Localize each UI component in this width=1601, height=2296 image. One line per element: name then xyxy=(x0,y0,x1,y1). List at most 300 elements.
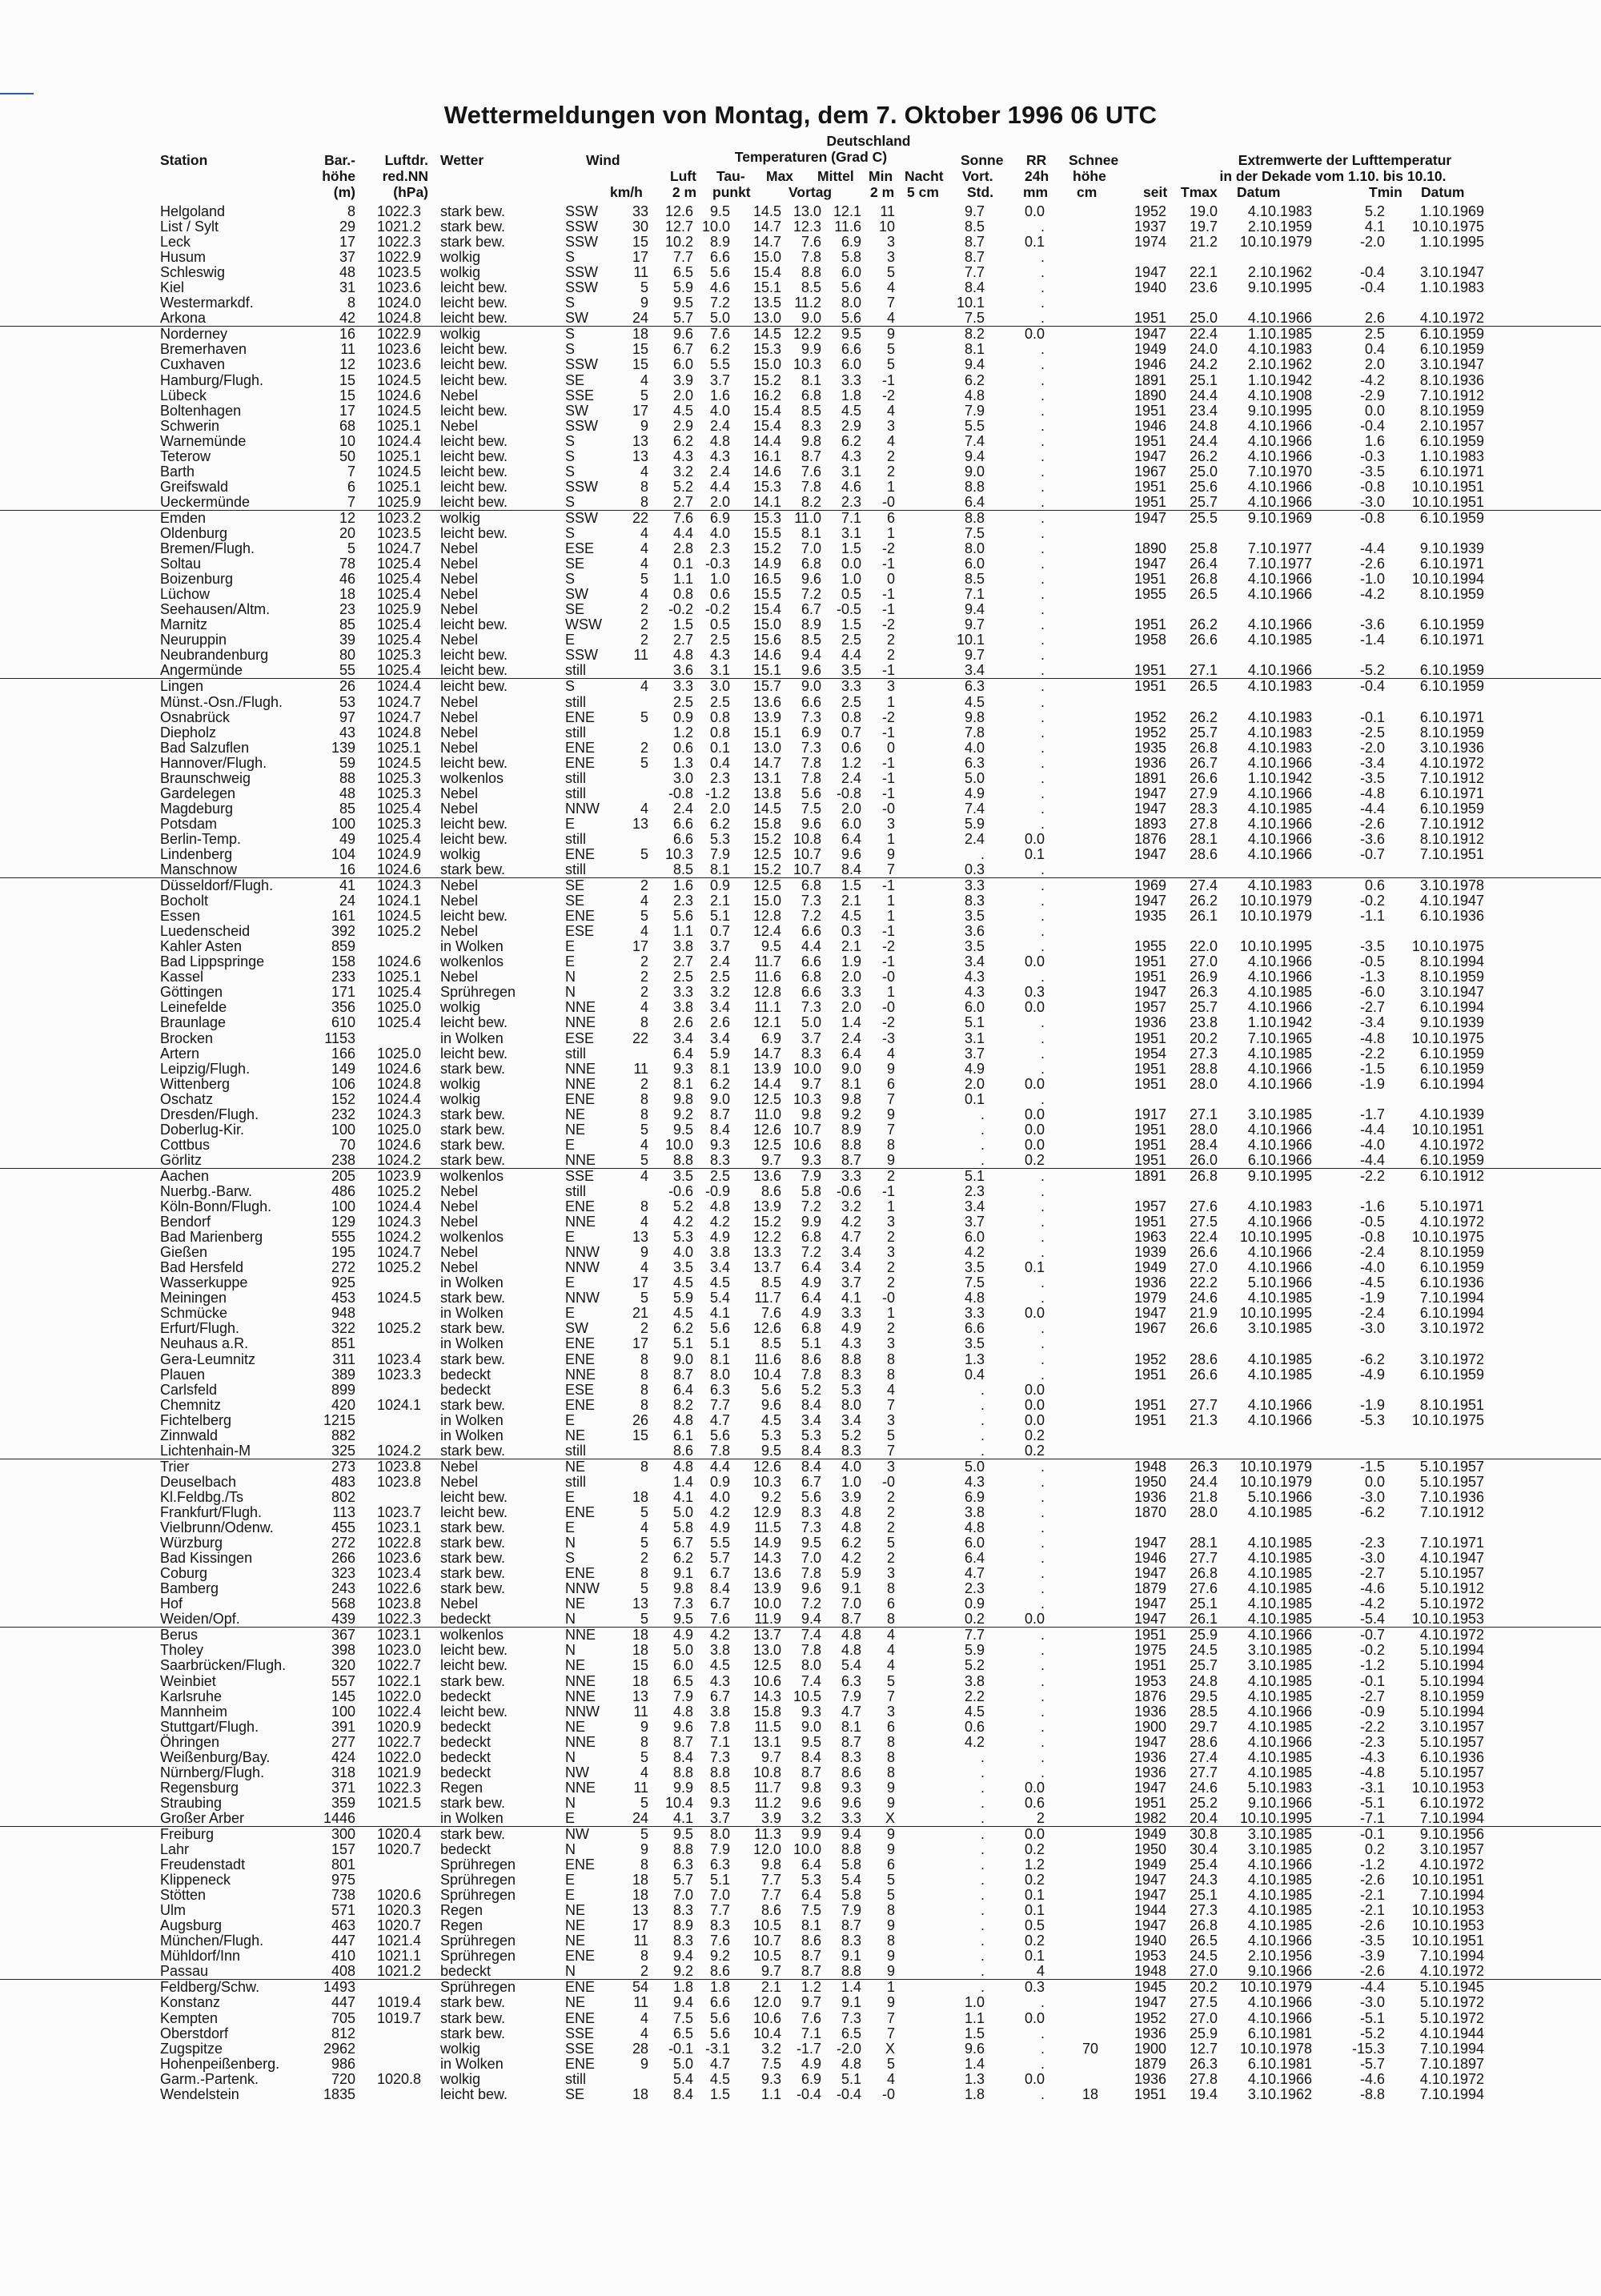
cell-temp-dew: 2.5 xyxy=(709,969,730,985)
cell-temp-dew: 3.7 xyxy=(709,938,730,955)
cell-bar-height: 1493 xyxy=(323,1979,355,1996)
header-bar-3: (m) xyxy=(333,184,355,200)
cell-wind-speed: 17 xyxy=(632,249,648,266)
cell-tmax: 28.0 xyxy=(1189,1075,1218,1092)
cell-tmin-date: 7.10.1936 xyxy=(1419,1488,1484,1505)
cell-tmax-date: 4.10.1966 xyxy=(1247,845,1312,862)
cell-temp-dew: 5.6 xyxy=(709,1320,730,1337)
cell-since: 1936 xyxy=(1134,1014,1166,1031)
table-row xyxy=(0,265,1601,280)
cell-weather: wolkig xyxy=(440,1090,481,1107)
cell-tmin: 4.1 xyxy=(1364,219,1385,235)
cell-tmax: 27.7 xyxy=(1189,1550,1218,1567)
cell-wind-dir: ENE xyxy=(565,708,596,725)
cell-temp-night: -0 xyxy=(881,1473,895,1490)
table-row xyxy=(0,1918,1601,1933)
cell-temp-night: 4 xyxy=(886,1642,895,1659)
table-row xyxy=(0,526,1601,541)
cell-temp-dew: 5.4 xyxy=(709,1290,730,1307)
cell-wind-speed: 18 xyxy=(632,1887,648,1904)
cell-temp-dew: 3.8 xyxy=(709,1703,730,1720)
cell-wind-dir: N xyxy=(565,1535,576,1551)
cell-temp-max: 15.6 xyxy=(752,632,781,648)
cell-sunshine: 2.3 xyxy=(964,1580,985,1597)
cell-tmax-date: 4.10.1985 xyxy=(1247,1672,1312,1689)
cell-rain: 0.2 xyxy=(1024,1841,1045,1858)
cell-sunshine: . xyxy=(980,1748,985,1765)
cell-temp-dew: 7.2 xyxy=(709,295,730,311)
cell-temp-min: 4.8 xyxy=(841,1627,861,1644)
cell-sunshine: 7.5 xyxy=(964,524,985,541)
cell-temp-mean: 12.2 xyxy=(792,326,821,343)
cell-weather: bedeckt xyxy=(440,1611,492,1628)
cell-temp-air: 8.7 xyxy=(672,1733,693,1750)
cell-wind-speed: 13 xyxy=(632,1688,648,1704)
cell-temp-night: 9 xyxy=(886,1841,895,1858)
cell-sunshine: 9.8 xyxy=(964,708,985,725)
cell-temp-mean: 7.8 xyxy=(800,754,821,771)
cell-wind-dir: NE xyxy=(565,1106,586,1122)
cell-weather: leicht bew. xyxy=(440,463,508,480)
cell-temp-air: 3.5 xyxy=(672,1167,693,1184)
cell-pressure: 1025.9 xyxy=(376,601,421,618)
cell-weather: wolkig xyxy=(440,264,481,281)
cell-wind-dir: NNE xyxy=(565,1075,596,1092)
table-row xyxy=(0,648,1601,663)
cell-tmax-date: 4.10.1983 xyxy=(1247,678,1312,695)
cell-tmin-date: 7.10.1912 xyxy=(1419,387,1484,403)
cell-wind-speed: 2 xyxy=(640,877,648,894)
cell-temp-dew: 5.9 xyxy=(709,1045,730,1062)
cell-temp-max: 14.5 xyxy=(752,326,781,343)
cell-tmax: 27.7 xyxy=(1189,1764,1218,1780)
cell-temp-night: 6 xyxy=(886,1075,895,1092)
cell-since: 1955 xyxy=(1134,586,1166,603)
cell-station: Ueckermünde xyxy=(160,493,251,510)
cell-since: 1890 xyxy=(1134,387,1166,403)
cell-tmin-date: 4.10.1972 xyxy=(1419,310,1484,327)
cell-station: Bendorf xyxy=(160,1214,211,1230)
cell-wind-speed: 26 xyxy=(632,1411,648,1428)
cell-temp-mean: 13.0 xyxy=(792,203,821,219)
table-row xyxy=(0,311,1601,326)
cell-weather: bedeckt xyxy=(440,1381,492,1398)
cell-wind-dir: still xyxy=(565,1045,586,1062)
cell-tmax: 20.2 xyxy=(1189,1979,1218,1996)
table-row xyxy=(0,1689,1601,1704)
cell-station: Hamburg/Flugh. xyxy=(160,371,264,388)
cell-station: Gardelegen xyxy=(160,785,236,801)
cell-rain: . xyxy=(1040,708,1045,725)
cell-tmin: -0.7 xyxy=(1359,1627,1385,1644)
cell-rain: . xyxy=(1040,1198,1045,1215)
cell-rain: 0.6 xyxy=(1024,1794,1045,1811)
cell-weather: stark bew. xyxy=(440,1672,506,1689)
cell-weather: bedeckt xyxy=(440,1718,492,1735)
cell-temp-min: 3.3 xyxy=(841,678,861,695)
cell-tmax: 27.9 xyxy=(1189,785,1218,801)
cell-tmin: -1.7 xyxy=(1359,1106,1385,1122)
cell-temp-air: 4.3 xyxy=(672,448,693,464)
cell-wind-speed: 9 xyxy=(640,417,648,434)
cell-since: 1936 xyxy=(1134,1748,1166,1765)
cell-temp-air: 5.0 xyxy=(672,2055,693,2072)
cell-sunshine: . xyxy=(980,1902,985,1919)
cell-temp-air: 12.6 xyxy=(664,203,693,219)
cell-since: 1946 xyxy=(1134,417,1166,434)
cell-temp-max: 13.0 xyxy=(752,1642,781,1659)
cell-tmax: 22.1 xyxy=(1189,264,1218,281)
cell-wind-dir: S xyxy=(565,341,576,358)
cell-temp-dew: 2.3 xyxy=(709,769,730,786)
cell-temp-air: 6.4 xyxy=(672,1045,693,1062)
cell-temp-night: 3 xyxy=(886,1244,895,1261)
cell-tmax-date: 4.10.1983 xyxy=(1247,341,1312,358)
cell-rain: . xyxy=(1040,1672,1045,1689)
cell-tmax: 27.5 xyxy=(1189,1994,1218,2011)
cell-weather: wolkenlos xyxy=(440,953,504,970)
cell-tmax-date: 9.10.1995 xyxy=(1247,402,1312,419)
cell-pressure: 1025.4 xyxy=(376,571,421,588)
cell-rain: . xyxy=(1040,1657,1045,1674)
cell-weather: wolkenlos xyxy=(440,769,504,786)
cell-temp-dew: 5.6 xyxy=(709,1427,730,1443)
cell-temp-air: 7.6 xyxy=(672,509,693,526)
cell-temp-mean: 8.0 xyxy=(800,1657,821,1674)
cell-temp-air: 2.4 xyxy=(672,800,693,817)
cell-temp-min: 1.4 xyxy=(841,1014,861,1031)
cell-wind-dir: E xyxy=(565,632,576,648)
cell-wind-dir: S xyxy=(565,571,576,588)
cell-temp-mean: 7.2 xyxy=(800,1198,821,1215)
cell-temp-dew: 8.7 xyxy=(709,1106,730,1122)
header-luft-2: red.NN xyxy=(382,168,428,184)
cell-temp-mean: 7.5 xyxy=(800,1902,821,1919)
cell-since: 1969 xyxy=(1134,877,1166,894)
cell-temp-night: 4 xyxy=(886,279,895,296)
cell-wind-dir: ENE xyxy=(565,2009,596,2026)
cell-wind-dir: E xyxy=(565,1809,576,1826)
cell-weather: Nebel xyxy=(440,417,479,434)
cell-weather: leicht bew. xyxy=(440,1045,508,1062)
cell-station: Freiburg xyxy=(160,1825,215,1842)
cell-tmin-date: 4.10.1972 xyxy=(1419,1214,1484,1230)
cell-tmax-date: 4.10.1985 xyxy=(1247,1887,1312,1904)
cell-tmin-date: 6.10.1959 xyxy=(1419,432,1484,449)
cell-weather: stark bew. xyxy=(440,861,506,878)
cell-temp-air: 4.8 xyxy=(672,647,693,664)
cell-tmax: 25.9 xyxy=(1189,1627,1218,1644)
cell-tmin-date: 4.10.1972 xyxy=(1419,1856,1484,1873)
cell-temp-max: 13.9 xyxy=(752,1580,781,1597)
cell-tmax: 28.1 xyxy=(1189,830,1218,847)
cell-wind-dir: NE xyxy=(565,1994,586,2011)
cell-station: Plauen xyxy=(160,1366,206,1383)
cell-wind-speed: 18 xyxy=(632,1672,648,1689)
cell-temp-min: -0.4 xyxy=(836,2085,861,2102)
cell-tmax: 26.5 xyxy=(1189,586,1218,603)
cell-temp-mean: 7.6 xyxy=(800,2009,821,2026)
cell-tmax: 24.4 xyxy=(1189,387,1218,403)
cell-temp-min: 9.2 xyxy=(841,1106,861,1122)
cell-bar-height: 447 xyxy=(331,1994,355,2011)
cell-sunshine: 6.3 xyxy=(964,754,985,771)
cell-temp-min: 6.6 xyxy=(841,341,861,358)
cell-temp-dew: 3.4 xyxy=(709,1030,730,1046)
table-row xyxy=(0,632,1601,648)
cell-station: Manschnow xyxy=(160,861,238,878)
cell-temp-mean: 8.8 xyxy=(800,264,821,281)
cell-bar-height: 1835 xyxy=(323,2085,355,2102)
cell-sunshine: 3.3 xyxy=(964,1305,985,1322)
cell-sunshine: . xyxy=(980,1106,985,1122)
cell-tmax-date: 4.10.1985 xyxy=(1247,1611,1312,1628)
cell-station: Garm.-Partenk. xyxy=(160,2070,259,2087)
cell-temp-dew: 4.0 xyxy=(709,524,730,541)
cell-temp-air: -0.6 xyxy=(668,1183,693,1199)
cell-temp-mean: 9.3 xyxy=(800,1703,821,1720)
cell-since: 1979 xyxy=(1134,1290,1166,1307)
cell-weather: Nebel xyxy=(440,893,479,909)
table-row xyxy=(0,1031,1601,1046)
cell-weather: leicht bew. xyxy=(440,524,508,541)
cell-wind-speed: 2 xyxy=(640,601,648,618)
cell-temp-min: 8.8 xyxy=(841,1136,861,1153)
cell-pressure: 1025.1 xyxy=(376,417,421,434)
table-row xyxy=(0,1260,1601,1275)
cell-bar-height: 571 xyxy=(331,1902,355,1919)
cell-temp-min: 6.3 xyxy=(841,1672,861,1689)
cell-wind-speed: 8 xyxy=(640,1351,648,1367)
cell-tmin: -4.2 xyxy=(1359,1596,1385,1612)
cell-sunshine: . xyxy=(980,1794,985,1811)
cell-pressure: 1023.6 xyxy=(376,356,421,373)
cell-pressure: 1024.8 xyxy=(376,310,421,327)
cell-since: 1948 xyxy=(1134,1458,1166,1475)
cell-temp-air: 9.8 xyxy=(672,1090,693,1107)
cell-temp-max: 13.1 xyxy=(752,769,781,786)
cell-since: 1974 xyxy=(1134,234,1166,251)
cell-tmax-date: 4.10.1985 xyxy=(1247,1550,1312,1567)
cell-tmax: 26.1 xyxy=(1189,1611,1218,1628)
cell-temp-night: 6 xyxy=(886,1856,895,1873)
cell-weather: stark bew. xyxy=(440,1320,506,1337)
cell-tmax: 21.2 xyxy=(1189,234,1218,251)
cell-temp-air: 9.5 xyxy=(672,1121,693,1138)
cell-temp-mean: 7.8 xyxy=(800,249,821,266)
cell-pressure: 1021.5 xyxy=(376,1794,421,1811)
cell-temp-mean: 8.9 xyxy=(800,616,821,633)
cell-tmin-date: 6.10.1912 xyxy=(1419,1167,1484,1184)
cell-temp-night: 7 xyxy=(886,1442,895,1459)
cell-bar-height: 24 xyxy=(339,893,355,909)
cell-temp-min: 9.4 xyxy=(841,1825,861,1842)
cell-temp-air: 7.0 xyxy=(672,1887,693,1904)
cell-wind-dir: NE xyxy=(565,1458,586,1475)
cell-rain: 0.2 xyxy=(1024,1442,1045,1459)
table-row xyxy=(0,1245,1601,1260)
cell-temp-night: -2 xyxy=(881,540,895,557)
cell-temp-mean: 7.6 xyxy=(800,234,821,251)
table-row xyxy=(0,1398,1601,1413)
cell-temp-min: 4.5 xyxy=(841,908,861,925)
cell-station: Kahler Asten xyxy=(160,938,243,955)
cell-rain: . xyxy=(1040,2055,1045,2072)
cell-rain: . xyxy=(1040,556,1045,572)
cell-rain: 0.0 xyxy=(1024,1411,1045,1428)
cell-tmax: 26.8 xyxy=(1189,1917,1218,1934)
cell-weather: leicht bew. xyxy=(440,1657,508,1674)
cell-temp-mean: 4.9 xyxy=(800,2055,821,2072)
cell-temp-dew: 5.3 xyxy=(709,830,730,847)
cell-temp-night: -0 xyxy=(881,800,895,817)
cell-bar-height: 12 xyxy=(339,356,355,373)
cell-pressure: 1024.5 xyxy=(376,754,421,771)
cell-weather: stark bew. xyxy=(440,2009,506,2026)
cell-temp-mean: 6.6 xyxy=(800,693,821,710)
cell-since: 1949 xyxy=(1134,1825,1166,1842)
cell-bar-height: 232 xyxy=(331,1106,355,1122)
cell-bar-height: 55 xyxy=(339,662,355,679)
cell-temp-air: 3.4 xyxy=(672,1030,693,1046)
cell-temp-min: 9.0 xyxy=(841,1060,861,1077)
cell-sunshine: 6.9 xyxy=(964,1488,985,1505)
cell-temp-night: 3 xyxy=(886,1565,895,1582)
cell-tmin: -2.2 xyxy=(1359,1718,1385,1735)
cell-sunshine: . xyxy=(980,1396,985,1413)
cell-pressure: 1024.4 xyxy=(376,432,421,449)
cell-temp-dew: 2.4 xyxy=(709,463,730,480)
cell-wind-dir: still xyxy=(565,1473,586,1490)
cell-wind-speed: 13 xyxy=(632,1229,648,1246)
cell-temp-night: 5 xyxy=(886,341,895,358)
cell-temp-dew: 6.6 xyxy=(709,1994,730,2011)
cell-wind-dir: SSW xyxy=(565,509,599,526)
cell-station: Wittenberg xyxy=(160,1075,231,1092)
cell-since: 1947 xyxy=(1134,1872,1166,1889)
cell-wind-speed: 17 xyxy=(632,1335,648,1352)
cell-tmax: 25.0 xyxy=(1189,310,1218,327)
cell-station: Dresden/Flugh. xyxy=(160,1106,259,1122)
cell-temp-max: 12.9 xyxy=(752,1503,781,1520)
cell-tmax: 29.7 xyxy=(1189,1718,1218,1735)
cell-temp-max: 8.6 xyxy=(760,1902,781,1919)
cell-sunshine: 6.4 xyxy=(964,493,985,510)
cell-station: Fichtelberg xyxy=(160,1411,232,1428)
cell-temp-min: 2.1 xyxy=(841,893,861,909)
cell-wind-speed: 8 xyxy=(640,1381,648,1398)
cell-temp-mean: 8.3 xyxy=(800,1045,821,1062)
cell-rain: . xyxy=(1040,295,1045,311)
cell-tmin-date: 6.10.1959 xyxy=(1419,678,1484,695)
cell-temp-mean: 12.3 xyxy=(792,219,821,235)
cell-temp-max: 10.5 xyxy=(752,1917,781,1934)
cell-temp-max: 15.0 xyxy=(752,893,781,909)
cell-tmax: 25.1 xyxy=(1189,371,1218,388)
cell-temp-min: 8.9 xyxy=(841,1121,861,1138)
cell-station: Leck xyxy=(160,234,191,251)
cell-wind-dir: SW xyxy=(565,1320,588,1337)
cell-tmax-date: 4.10.1985 xyxy=(1247,1565,1312,1582)
table-row xyxy=(0,2057,1601,2072)
cell-since: 1948 xyxy=(1134,1963,1166,1980)
cell-temp-night: 3 xyxy=(886,815,895,832)
cell-tmax: 26.2 xyxy=(1189,448,1218,464)
cell-weather: Nebel xyxy=(440,800,479,817)
cell-temp-mean: 6.9 xyxy=(800,724,821,741)
cell-temp-dew: 6.2 xyxy=(709,1075,730,1092)
cell-tmax: 22.0 xyxy=(1189,938,1218,955)
cell-pressure: 1025.4 xyxy=(376,800,421,817)
cell-temp-dew: 5.6 xyxy=(709,2025,730,2041)
cell-weather: Nebel xyxy=(440,601,479,618)
cell-station: Mühldorf/Inn xyxy=(160,1948,241,1965)
cell-pressure: 1024.2 xyxy=(376,1151,421,1168)
cell-tmin-date: 6.10.1936 xyxy=(1419,1274,1484,1291)
cell-station: Oberstdorf xyxy=(160,2025,229,2041)
table-row xyxy=(0,1306,1601,1321)
cell-bar-height: 104 xyxy=(331,845,355,862)
cell-weather: leicht bew. xyxy=(440,1703,508,1720)
cell-pressure: 1025.9 xyxy=(376,493,421,510)
cell-weather: Nebel xyxy=(440,632,479,648)
cell-temp-min: 11.6 xyxy=(834,219,861,235)
cell-tmin: -4.8 xyxy=(1359,785,1385,801)
cell-tmin: -0.4 xyxy=(1359,279,1385,296)
cell-tmax-date: 2.10.1962 xyxy=(1247,264,1312,281)
cell-rain: . xyxy=(1040,387,1045,403)
cell-since: 1954 xyxy=(1134,1045,1166,1062)
cell-temp-min: 0.5 xyxy=(841,586,861,603)
cell-bar-height: 975 xyxy=(331,1872,355,1889)
cell-temp-mean: 11.0 xyxy=(794,509,821,526)
cell-temp-max: 15.7 xyxy=(752,678,781,695)
cell-weather: bedeckt xyxy=(440,1366,492,1383)
cell-pressure: 1024.7 xyxy=(376,708,421,725)
cell-temp-dew: 8.3 xyxy=(709,1917,730,1934)
cell-tmax: 25.7 xyxy=(1189,1657,1218,1674)
cell-temp-night: -2 xyxy=(881,1014,895,1031)
table-row xyxy=(0,1520,1601,1535)
cell-temp-min: 7.1 xyxy=(841,509,861,526)
cell-temp-night: 6 xyxy=(886,1718,895,1735)
cell-temp-max: 15.2 xyxy=(752,861,781,878)
cell-pressure: 1019.7 xyxy=(376,2009,421,2026)
cell-station: Weiden/Opf. xyxy=(160,1611,240,1628)
cell-pressure: 1020.4 xyxy=(376,1825,421,1842)
cell-tmin-date: 8.10.1959 xyxy=(1419,586,1484,603)
cell-temp-max: 12.0 xyxy=(752,1841,781,1858)
cell-tmin-date: 7.10.1971 xyxy=(1419,1535,1484,1551)
cell-temp-air: 10.0 xyxy=(664,1136,693,1153)
cell-temp-max: 7.7 xyxy=(760,1887,781,1904)
cell-sunshine: 8.8 xyxy=(964,509,985,526)
cell-station: Braunschweig xyxy=(160,769,251,786)
cell-bar-height: 447 xyxy=(331,1933,355,1949)
cell-weather: Nebel xyxy=(440,571,479,588)
cell-temp-min: 3.4 xyxy=(841,1244,861,1261)
cell-temp-dew: 0.8 xyxy=(709,708,730,725)
cell-temp-mean: 7.8 xyxy=(800,1642,821,1659)
cell-sunshine: 4.9 xyxy=(964,785,985,801)
cell-temp-min: 3.5 xyxy=(841,662,861,679)
cell-tmax-date: 4.10.1966 xyxy=(1247,1856,1312,1873)
cell-wind-dir: N xyxy=(565,1642,576,1659)
cell-tmin-date: 6.10.1971 xyxy=(1419,632,1484,648)
cell-tmin: -2.2 xyxy=(1359,1045,1385,1062)
cell-pressure: 1024.7 xyxy=(376,540,421,557)
cell-rain: . xyxy=(1040,1290,1045,1307)
